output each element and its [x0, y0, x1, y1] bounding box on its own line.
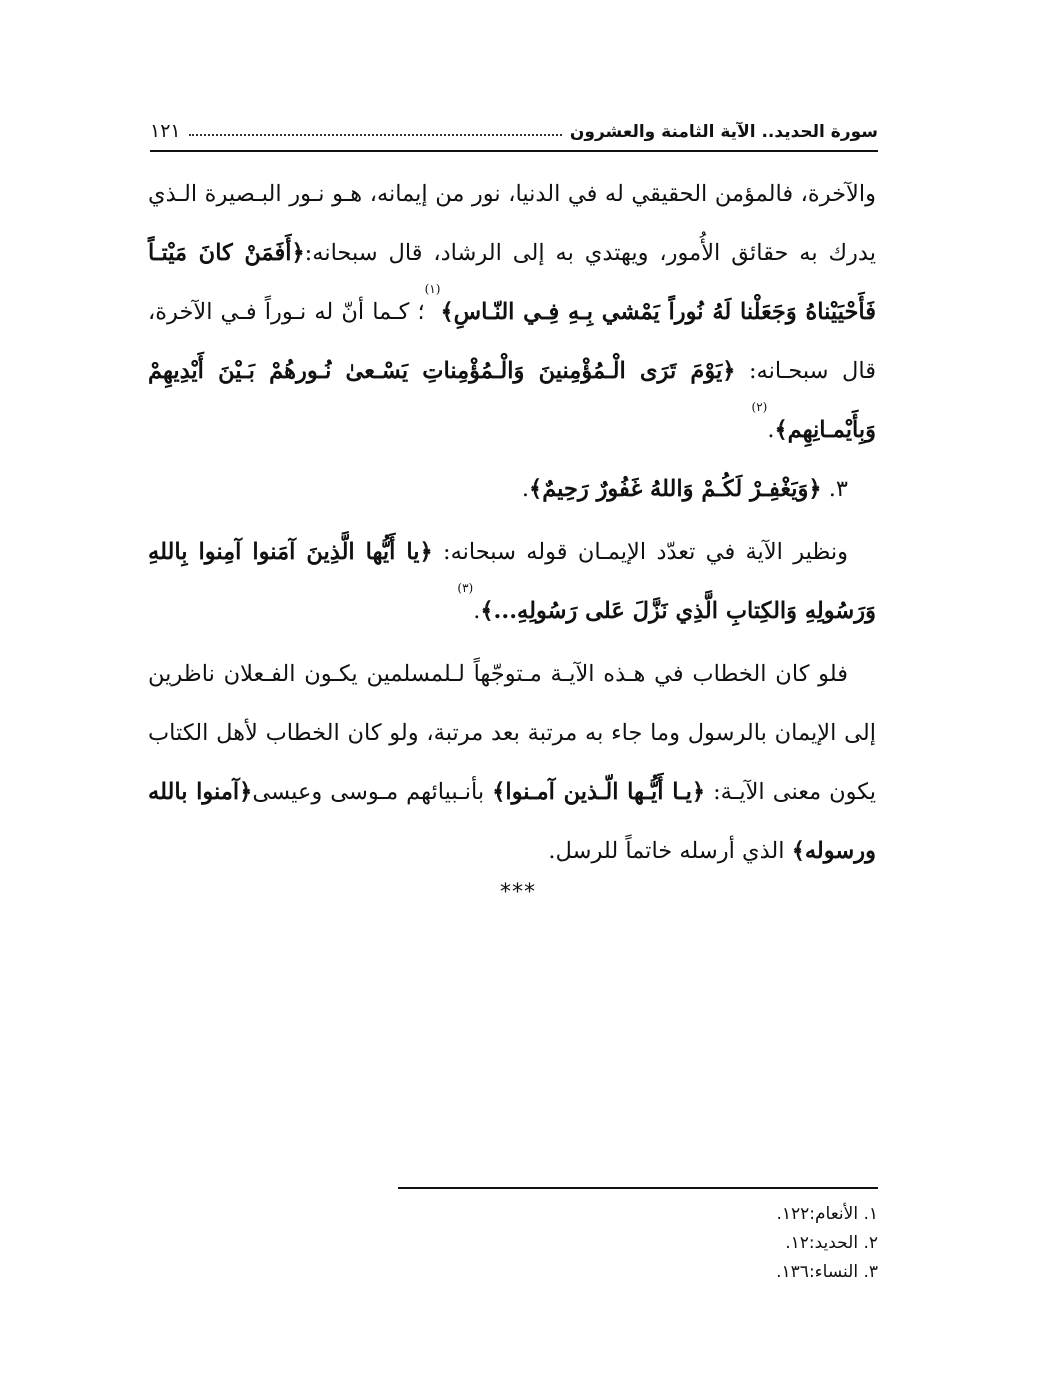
quran-quote: ﴿يَوْمَ تَرَى الْـمُؤْمِنينَ وَالْـمُؤْمِناتِ يَسْـعىٰ نُـورهُمْ بَـيْنَ أَيْدِيهِمْ وَبِأَيْمـانِهِم﴾ [148, 358, 876, 443]
footnote-3: ٣. النساء:١٣٦. [776, 1262, 878, 1282]
body-text [148, 165, 876, 881]
quran-quote: ﴿آمنوا بالله ورسوله﴾ [148, 779, 876, 864]
paragraph-1: والآخرة، فالمؤمن الحقيقي له في الدنيا، نور من إيمانه، هـو نـور البـصيرة الـذي يدرك به حقائق الأُمور، ويهتدي به إلى الرشاد، قال سبحانه:﴿أَفَمَنْ كانَ مَيْتـاً فَأَحْيَيْناهُ وَجَعَلْنا لَهُ نُوراً يَمْشي بِـهِ فِـي النّـاسِ﴾$^{(١)}$؛ كـما أنّ له نـوراً فـي الآخرة، قال سبحـانه: ﴿يَوْمَ تَرَى الْـمُؤْمِنينَ وَالْـمُؤْمِناتِ يَسْـعىٰ نُـورهُمْ بَـيْنَ أَيْدِيهِمْ وَبِأَيْمـانِهِم﴾.$^{(٢)}$ [148, 181, 876, 443]
quran-quote: ﴿أَفَمَنْ كانَ مَيْتـاً فَأَحْيَيْناهُ وَجَعَلْنا لَهُ نُوراً يَمْشي بِـهِ فِـي النّـاسِ﴾ [148, 240, 876, 325]
paragraph-2: ونظير الآية في تعدّد الإيمـان قوله سبحانه: ﴿يا أَيُّها الَّذِينَ آمَنوا آمِنوا بِاللهِ وَرَسُولِهِ وَالكِتابِ الَّذِي نَزَّلَ عَلى رَسُولِهِ...﴾.$^{(٣)}$ [148, 539, 876, 624]
quran-quote: ﴿يـا أَيُّـها الّـذين آمـنوا﴾ [492, 779, 706, 805]
quran-quote: ﴿يا أَيُّها الَّذِينَ آمَنوا آمِنوا بِاللهِ وَرَسُولِهِ وَالكِتابِ الَّذِي نَزَّلَ عَلى رَسُولِهِ...﴾ [148, 539, 876, 624]
page-number: ١٢١ [150, 120, 181, 142]
footnote-2: ٢. الحديد:١٢. [785, 1233, 878, 1253]
header-rule [150, 150, 878, 152]
numbered-item-3: ٣. ﴿وَيَغْفِـرْ لَكُـمْ وَاللهُ غَفُورٌ رَحِيمٌ﴾. [521, 476, 848, 502]
paragraph-3: فلو كان الخطاب في هـذه الآيـة مـتوجّهاً لـلمسلمين يكـون الفـعلان ناظرين إلى الإيمان بالرسول وما جاء به مرتبة بعد مرتبة، ولو كان الخطاب لأهل الكتاب يكون معنى الآيـة: ﴿يـا أَيُّـها الّـذين آمـنوا﴾ بأنـبيائهم مـوسى وعيسى﴿آمنوا بالله ورسوله﴾ الذي أرسله خاتماً للرسل. [148, 661, 876, 864]
header-dot-leader [189, 133, 562, 136]
footnote-ref-2: (٢) [751, 400, 768, 414]
footnote-rule [398, 1187, 878, 1189]
footnote-1: ١. الأنعام:١٢٢. [776, 1204, 878, 1224]
quran-quote: ﴿وَيَغْفِـرْ لَكُـمْ وَاللهُ غَفُورٌ رَحِيمٌ﴾ [529, 476, 822, 502]
header-title: سورة الحديد.. الآية الثامنة والعشرون [569, 122, 878, 142]
footnote-ref-1: (١) [424, 282, 441, 296]
footnote-ref-3: (٣) [457, 581, 474, 595]
running-header [150, 110, 878, 142]
footnotes [400, 1200, 878, 1287]
section-separator: *** [500, 880, 536, 905]
